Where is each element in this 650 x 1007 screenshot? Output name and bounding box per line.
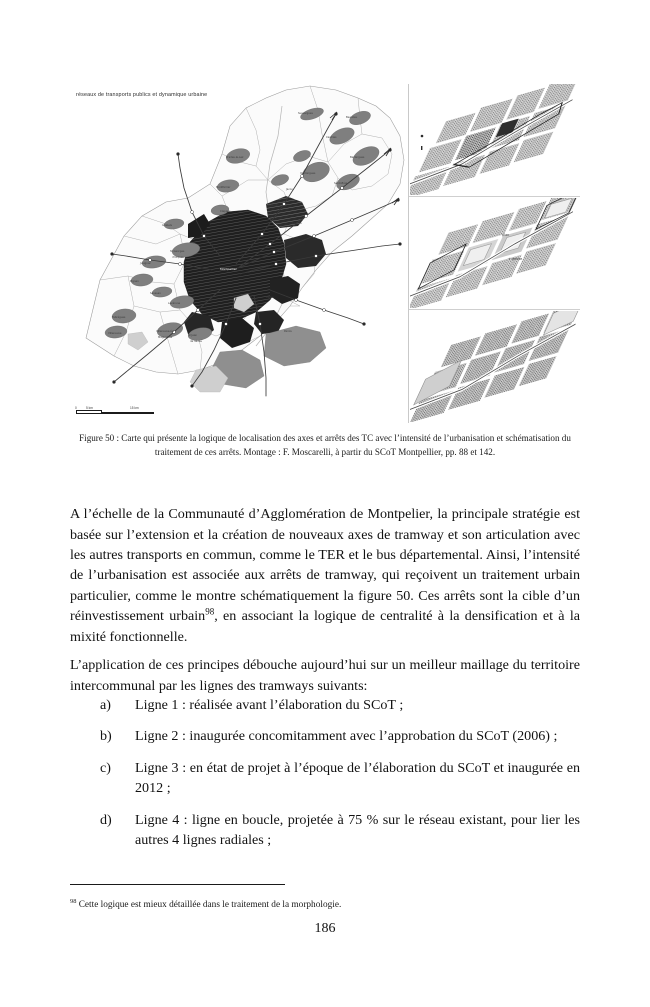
paragraph-1 <box>70 504 580 647</box>
svg-text:Montferrier: Montferrier <box>216 186 231 189</box>
figure-50 <box>70 84 580 429</box>
svg-text:Baillargues: Baillargues <box>350 156 365 159</box>
svg-text:Villeneuve: Villeneuve <box>108 332 122 335</box>
svg-text:plan: plan <box>502 233 510 237</box>
list-item-text: Ligne 2 : inaugurée concomitamment avec l’approbation du SCoT (2006) ; <box>135 728 558 745</box>
svg-text:Prades-le-Lez: Prades-le-Lez <box>226 156 244 159</box>
scalebar-segment-dark <box>102 412 154 415</box>
map-svg <box>70 84 408 423</box>
svg-text:Clapiers: Clapiers <box>220 210 231 213</box>
list-item <box>70 726 580 746</box>
svg-text:Maguelone: Maguelone <box>158 336 173 339</box>
svg-text:Fabrègues: Fabrègues <box>112 316 126 319</box>
axonometric-svg-middle <box>410 198 580 308</box>
list-item-marker: d) <box>100 811 112 828</box>
svg-text:Castelnau: Castelnau <box>266 204 279 207</box>
svg-text:Pignan: Pignan <box>130 280 139 283</box>
paragraph-1-text-after-footnote: , en associant la logique de centralité à la densification et à la mixité fonctionnelle. <box>70 608 580 645</box>
svg-text:Grabels: Grabels <box>162 224 172 227</box>
scalebar-segment-light <box>76 410 102 414</box>
map-scalebar <box>74 403 160 417</box>
svg-text:+ dense: + dense <box>508 257 523 261</box>
footnote-separator-rule <box>70 884 285 885</box>
axonometric-panel-middle <box>410 198 580 308</box>
scalebar-label-zero: 0 <box>75 406 77 410</box>
figure-horizontal-divider-1 <box>409 196 580 197</box>
footnote-98 <box>70 899 580 912</box>
axonometric-panel-bottom <box>410 311 580 422</box>
axonometric-svg-bottom <box>410 311 580 422</box>
page-number: 186 <box>314 921 336 936</box>
svg-text:d'Orques: d'Orques <box>172 256 184 259</box>
svg-text:Villeneuve-lès: Villeneuve-lès <box>156 330 175 333</box>
list-item <box>70 810 580 851</box>
map-place-labels <box>220 267 238 271</box>
svg-text:Saussan: Saussan <box>150 292 161 295</box>
svg-text:Juvignac: Juvignac <box>140 262 151 265</box>
agglomeration-map <box>70 84 408 423</box>
axonometric-svg-top <box>410 84 580 195</box>
svg-text:Pérols: Pérols <box>284 330 292 333</box>
footnote-text: Cette logique est mieux détaillée dans le traitement de la morphologie. <box>76 900 342 910</box>
figure-caption: Figure 50 : Carte qui présente la logique de localisation des axes et arrêts des TC avec l’intensité de l’urbanisation et schématisation du traitement de ces arrêts. Montage : F. Moscarelli, à partir du SCoT Montpellier, pp. 88 et 142. <box>79 433 571 457</box>
scalebar-label-end: 15 km <box>130 406 139 410</box>
axonometric-panel-top <box>410 84 580 195</box>
figure-vertical-divider <box>408 84 409 423</box>
scalebar-label-mid: 5 km <box>86 406 93 410</box>
list-item <box>70 695 580 715</box>
svg-text:Beaulieu: Beaulieu <box>346 116 358 119</box>
list-item-marker: a) <box>100 697 111 713</box>
list-item-marker: c) <box>100 759 111 776</box>
svg-text:Saint-Brès: Saint-Brès <box>334 182 348 185</box>
svg-text:de Védas: de Védas <box>190 340 202 343</box>
svg-text:St Georges: St Georges <box>170 250 185 253</box>
figure-horizontal-divider-2 <box>409 309 580 310</box>
svg-text:Castries: Castries <box>326 136 337 139</box>
footnote-reference-98[interactable]: 98 <box>205 606 215 617</box>
paragraph-1-text-before-footnote: A l’échelle de la Communauté d’Agglomération de Montpelier, la principale stratégie est basée sur l’extension et la création de nouveaux axes de tramway et son articulation avec les autres transports en commun, comme le TER et le bus départemental. Ainsi, l’intensité de l’urbanisation est associée aux arrêts de tramway, qui reçoivent un traitement urbain particulier, comme le montre schématiquement la figure 50. Ces arrêts sont la cible d’un réinvestissement urbain <box>70 506 580 625</box>
list-item-marker: b) <box>100 728 112 745</box>
footnote-number: 98 <box>70 897 77 905</box>
list-item-text: Ligne 4 : ligne en boucle, projetée à 75 % sur le réseau existant, pour lier les autres 4 lignes radiales ; <box>135 811 580 849</box>
svg-text:St Jean: St Jean <box>188 334 198 337</box>
svg-text:Lavérune: Lavérune <box>168 302 181 305</box>
svg-text:Vendargues: Vendargues <box>300 172 316 175</box>
list-item-text: Ligne 3 : en état de projet à l’époque de l’élaboration du SCoT et inaugurée en 2012 ; <box>135 759 580 797</box>
figure-internal-title: réseaux de transports publics et dynamique urbaine <box>76 92 208 98</box>
list-item-text: Ligne 1 : réalisée avant l’élaboration du SCoT ; <box>135 697 404 713</box>
svg-text:Sussargues: Sussargues <box>298 112 313 115</box>
svg-text:Jacou: Jacou <box>286 188 294 191</box>
svg-text:Le Crès: Le Crès <box>292 222 302 225</box>
list-item <box>70 758 580 799</box>
svg-text:Montpellier: Montpellier <box>220 267 237 271</box>
paragraph-2: L’application de ces principes débouche aujourd’hui sur un meilleur maillage du territoire intercommunal par les lignes des tramways suivants: <box>70 657 580 694</box>
svg-text:Lattes: Lattes <box>266 296 275 299</box>
tramway-lines-list <box>70 695 580 861</box>
